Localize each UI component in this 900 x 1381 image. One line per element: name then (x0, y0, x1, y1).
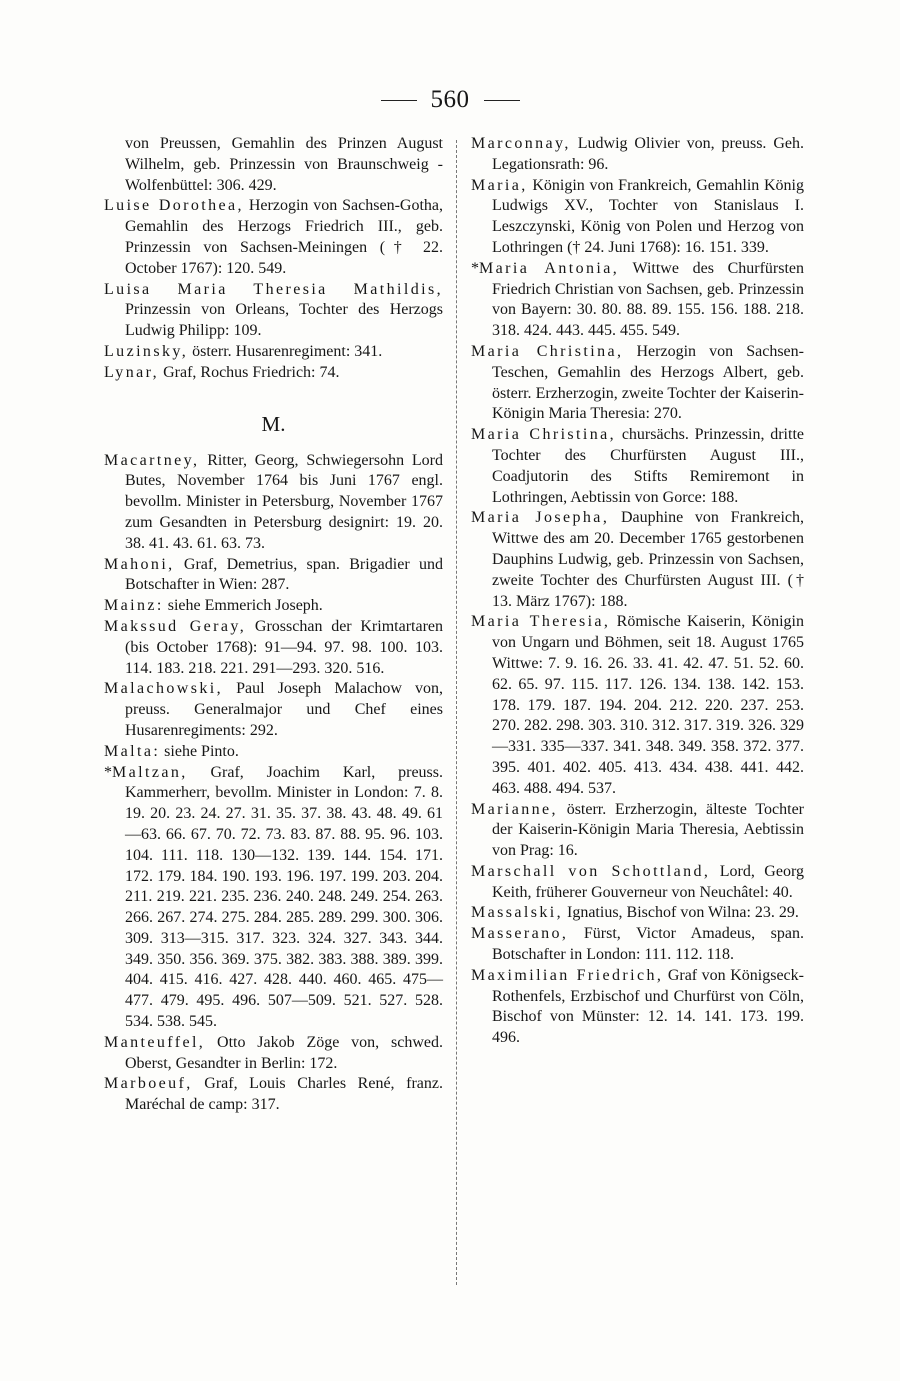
index-entry (104, 617, 443, 679)
index-entry (471, 259, 804, 342)
entry-heading: Maria, (471, 176, 528, 194)
entry-heading: Makssud Geray, (104, 617, 247, 635)
entry-body: österr. Erzherzogin, älteste Tochter der Kaiserin-Königin Maria Theresia, Aebtissin von Prag: 16. (492, 800, 804, 860)
entry-body: Grosschan der Krimtartaren (bis October 1768): 91—94. 97. 98. 100. 103. 114. 183. 218. 221. 291—293. 320. 516. (125, 617, 443, 677)
entry-heading: Maximilian Friedrich, (471, 966, 664, 984)
entry-body: Ludwig Olivier von, preuss. Geh. Legationsrath: 96. (492, 135, 804, 173)
index-entry (471, 425, 804, 508)
entry-body: Fürst, Victor Amadeus, span. Botschafter in London: 111. 112. 118. (492, 925, 804, 964)
entry-body: chursächs. Prinzessin, dritte Tochter des Churfürsten August III., Coadjutorin des Stifts Remiremont in Lothringen, Aebtissin von Gorce: 188. (492, 426, 804, 506)
page-header (0, 86, 900, 114)
entry-heading: Massalski, (471, 904, 563, 922)
entry-body: Wittwe des Churfürsten Friedrich Christian von Sachsen, geb. Prinzessin von Bayern: 30. 80. 88. 89. 155. 156. 188. 218. 318. 424. 443. 445. 455. 549. (492, 259, 805, 340)
continuation-entry: von Preussen, Gemahlin des Prinzen August Wilhelm, geb. Prinzessin von Braunschweig - Wolfenbüttel: 306. 429. (125, 135, 443, 194)
entry-body: Paul Joseph Malachow von, preuss. Generalmajor und Chef eines Husarenregiments: 292. (125, 680, 443, 739)
entry-heading: Maria Christina, (471, 342, 624, 360)
entry-heading: Masserano, (471, 925, 569, 943)
index-entry (104, 596, 443, 617)
index-entry (471, 176, 804, 259)
index-entry (471, 612, 804, 799)
index-entry (471, 862, 804, 904)
entry-asterisk: * (471, 259, 479, 277)
entry-body: Dauphine von Frankreich, Wittwe des am 20. December 1765 gestorbenen Dauphins Ludwig, geb. Prinzessin von Sachsen, zweite Tochter des Churfürsten August III. († 13. März 1767): 188. (492, 509, 804, 610)
entry-body: Graf von Königseck-Rothenfels, Erzbischof und Churfürst von Cöln, Bischof von Münster: 12. 14. 141. 173. 199. 496. (492, 966, 804, 1047)
entry-body: Lord, Georg Keith, früherer Gouverneur von Neuchâtel: 40. (492, 862, 804, 901)
entry-body: Otto Jakob Zöge von, schwed. Oberst, Gesandter in Berlin: 172. (125, 1033, 443, 1072)
index-entry (104, 196, 443, 279)
entry-body: Ignatius, Bischof von Wilna: 23. 29. (563, 904, 799, 922)
entries-after-section (104, 451, 443, 1117)
entry-heading: Luzinsky, (104, 342, 189, 360)
entry-heading: Maria Antonia, (479, 259, 620, 277)
entry-asterisk: * (104, 763, 112, 781)
header-rule-right (484, 100, 520, 101)
right-column (471, 134, 804, 1049)
index-entry (104, 451, 443, 555)
index-entry (104, 1033, 443, 1075)
entry-heading: Maria Josepha, (471, 509, 610, 527)
entry-body: Graf, Demetrius, span. Brigadier und Botschafter in Wien: 287. (125, 555, 443, 594)
index-entry (471, 508, 804, 612)
entry-heading: Luise Dorothea, (104, 197, 244, 215)
entry-heading: Macartney, (104, 451, 200, 469)
left-column (104, 134, 443, 1116)
index-entry (104, 342, 443, 363)
index-entry (104, 742, 443, 763)
entry-heading: Lynar, (104, 363, 160, 381)
index-entry (104, 679, 443, 741)
entry-body: Graf, Joachim Karl, preuss. Kammerherr, bevollm. Minister in London: 7. 8. 19. 20. 23. 24. 27. 31. 35. 37. 38. 43. 48. 49. 61—63. 66. 67. 70. 72. 73. 83. 87. 88. 95. 96. 103. 104. 111. 118. 130—132. 139. 144. 154. 171. 172. 179. 184. 190. 193. 196. 197. 199. 203. 204. 211. 219. 221. 235. 236. 240. 248. 249. 254. 263. 266. 267. 274. 275. 284. 285. 289. 299. 300. 306. 309. 313—315. 317. 323. 324. 327. 343. 344. 349. 350. 356. 369. 375. 382. 383. 388. 389. 399. 404. 415. 416. 427. 428. 440. 460. 465. 475—477. 479. 495. 496. 507—509. 521. 527. 528. 534. 538. 545. (125, 763, 443, 1031)
entry-heading: Maltzan, (112, 763, 188, 781)
page-number: 560 (430, 86, 470, 113)
entry-body: Prinzessin von Orleans, Tochter des Herzogs Ludwig Philipp: 109. (125, 301, 443, 340)
entry-heading: Maria Christina, (471, 426, 617, 444)
entry-heading: Luisa Maria Theresia Mathildis, (104, 280, 443, 298)
section-letter: M. (261, 411, 286, 436)
index-entry (104, 763, 443, 1033)
entry-body: österr. Husarenregiment: 341. (188, 342, 383, 360)
entry-heading: Marboeuf, (104, 1075, 193, 1093)
entry-body: Herzogin von Sachsen-Gotha, Gemahlin des Herzogs Friedrich III., geb. Prinzessin von Sachsen-Meiningen († 22. October 1767): 120. 549. (125, 197, 444, 277)
entry-body: Römische Kaiserin, Königin von Ungarn und Böhmen, seit 18. August 1765 Wittwe: 7. 9. 16. 26. 33. 41. 42. 47. 51. 52. 60. 62. 65. 97. 115. 117. 126. 134. 138. 142. 153. 178. 179. 187. 194. 204. 212. 220. 237. 253. 270. 282. 298. 303. 310. 312. 317. 319. 326. 329—331. 335—337. 341. 348. 349. 358. 372. 377. 395. 401. 402. 405. 413. 434. 438. 441. 442. 463. 488. 494. 537. (492, 613, 805, 797)
index-entry (471, 924, 804, 966)
entry-heading: Marianne, (471, 800, 558, 818)
entry-heading: Marconnay, (471, 135, 571, 152)
entries-before-section (104, 196, 443, 383)
header-rule-left (381, 100, 417, 101)
entry-body: Herzogin von Sachsen-Teschen, Gemahlin des Herzogs Albert, geb. österr. Erzherzogin, zweite Tochter der Kaiserin-Königin Maria Theresia: 270. (492, 342, 804, 423)
index-entry (471, 342, 804, 425)
index-entry (471, 800, 804, 862)
entry-body: siehe Emmerich Joseph. (163, 597, 323, 615)
entry-heading: Marschall von Schottland, (471, 862, 711, 880)
index-entry (104, 555, 443, 597)
index-entry (104, 363, 443, 384)
entry-heading: Malta: (104, 742, 161, 760)
entry-heading: Mahoni, (104, 555, 175, 573)
entry-body: Ritter, Georg, Schwiegersohn Lord Butes, November 1764 bis Juni 1767 engl. bevollm. Minister in Petersburg, November 1767 zum Gesandten in Petersburg designirt: 19. 20. 38. 41. 43. 61. 63. 73. (125, 451, 443, 552)
entry-body: siehe Pinto. (160, 742, 239, 760)
index-entry (471, 134, 804, 176)
entry-body: Graf, Rochus Friedrich: 74. (159, 363, 340, 381)
entry-heading: Malachowski, (104, 680, 224, 698)
index-entry (471, 966, 804, 1049)
entry-heading: Manteuffel, (104, 1033, 206, 1051)
entry-body: Graf, Louis Charles René, franz. Maréchal de camp: 317. (125, 1075, 443, 1114)
entry-heading: Maria Theresia, (471, 613, 611, 631)
index-entry (471, 903, 804, 924)
index-entry (104, 1074, 443, 1116)
entry-heading: Mainz: (104, 597, 164, 615)
index-entry (104, 280, 443, 342)
column-divider (456, 140, 457, 1285)
right-entries (471, 134, 804, 1049)
entry-body: Königin von Frankreich, Gemahlin König Ludwigs XV., Tochter von Stanislaus I. Leszczynski, König von Polen und Herzog von Lothringen († 24. Juni 1768): 16. 151. 339. (492, 176, 804, 256)
